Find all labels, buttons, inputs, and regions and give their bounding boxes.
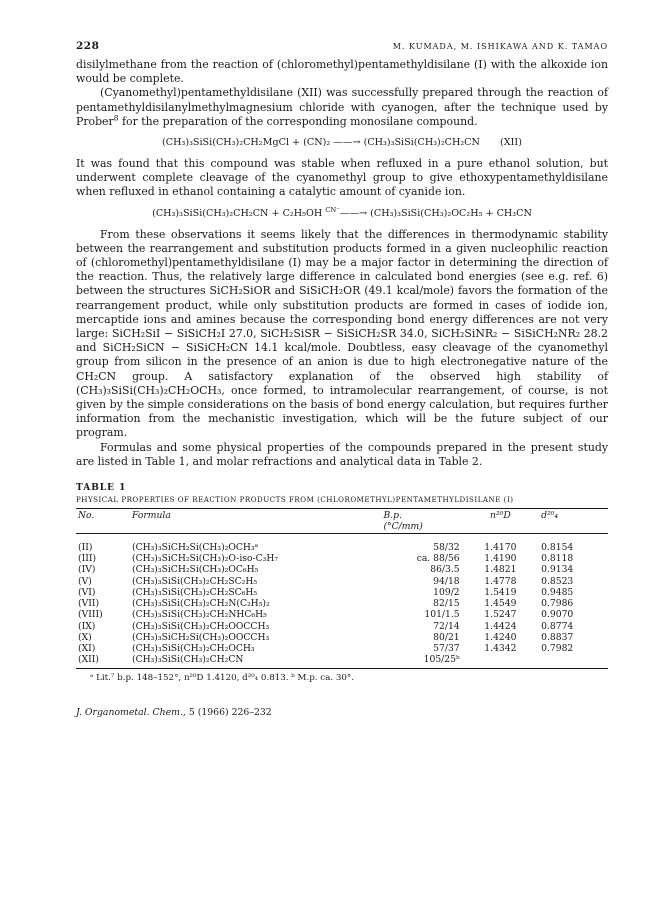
- eq1-label: (XII): [500, 137, 522, 149]
- cell-refractive-index: 1.4170: [484, 542, 517, 554]
- cell-density: 0.8774: [541, 620, 574, 632]
- reference-marker: 8: [113, 113, 119, 123]
- cell-density: 0.8154: [541, 542, 574, 554]
- cell-refractive-index: 1.5419: [484, 586, 517, 598]
- cell-bp: 58/32: [433, 542, 460, 554]
- journal-details: , 5 (1966) 226–232: [182, 707, 272, 719]
- table-row: [76, 587, 608, 598]
- cell-refractive-index: 1.4342: [484, 642, 517, 654]
- table-header-row: [76, 509, 608, 534]
- cell-bp: 72/14: [433, 620, 460, 632]
- cell-no: (V): [78, 575, 92, 587]
- cell-refractive-index: 1.4778: [484, 575, 517, 587]
- cell-no: (II): [78, 542, 93, 554]
- cell-density: 0.8837: [541, 631, 574, 643]
- table-row: [76, 643, 608, 654]
- cell-refractive-index: 1.5247: [484, 609, 517, 621]
- table-row: [76, 534, 608, 554]
- cell-refractive-index: 1.4549: [484, 598, 517, 610]
- cell-bp: 109/2: [433, 586, 460, 598]
- cell-no: (X): [78, 631, 92, 643]
- paragraph-tables-intro: Formulas and some physical properties of the compounds prepared in the present study are listed in Table 1, and molar refractions and analytical data in Table 2.: [76, 440, 608, 468]
- cell-no: (IX): [78, 620, 96, 632]
- eq2-arrow: ——→: [339, 207, 368, 219]
- cell-no: (VI): [78, 586, 96, 598]
- eq1-reactant: (CH₃)₃SiSi(CH₃)₂CH₂MgCl + (CN)₂: [162, 137, 331, 149]
- cell-bp: 105/25ᵇ: [359, 654, 461, 669]
- table-row: [76, 632, 608, 643]
- cell-density: 0.9070: [541, 609, 574, 621]
- table-row: [76, 564, 608, 575]
- cell-refractive-index: 1.4240: [484, 631, 517, 643]
- header-formula: Formula: [130, 509, 359, 534]
- cell-density: 0.8523: [541, 575, 574, 587]
- cell-formula: (CH₃)₃SiSi(CH₃)₂CH₂CN: [130, 654, 359, 669]
- cell-density: 0.8118: [541, 553, 574, 565]
- cell-no: (XII): [76, 654, 130, 669]
- table-label: TABLE 1: [76, 483, 127, 494]
- table-row: [76, 598, 608, 609]
- cell-formula: (CH₃)₃SiSi(CH₃)₂CH₂NHC₆H₅: [132, 609, 267, 621]
- header-density: d²⁰₄: [539, 509, 608, 534]
- paragraph-stability: It was found that this compound was stable when refluxed in a pure ethanol solution, but underwent complete cleavage of the cyanomethyl group to give ethoxypentamethyldisilane when refluxed in ethanol containing a catalytic amount of cyanide ion.: [76, 157, 608, 199]
- table-body: [76, 534, 608, 669]
- cell-bp: 86/3.5: [430, 564, 460, 576]
- equation-1: [76, 137, 608, 148]
- cell-no: (XI): [78, 642, 96, 654]
- cell-refractive-index: [462, 654, 539, 669]
- table-row: [76, 654, 608, 669]
- cell-bp: 94/18: [433, 575, 460, 587]
- eq2-catalyst: CN⁻: [325, 205, 340, 214]
- cell-formula: (CH₃)₃SiCH₂Si(CH₃)₂OCH₃ᵃ: [132, 542, 259, 554]
- cell-bp: ca. 88/56: [416, 553, 460, 565]
- cell-formula: (CH₃)₃SiSi(CH₃)₂CH₂N(C₂H₅)₂: [132, 598, 270, 610]
- cell-no: (IV): [78, 564, 96, 576]
- cell-bp: 57/37: [433, 642, 460, 654]
- cell-refractive-index: 1.4821: [484, 564, 517, 576]
- equation-2: [76, 205, 608, 219]
- cell-bp: 80/21: [433, 631, 460, 643]
- paragraph-continuation: disilylmethane from the reaction of (chloromethyl)pentamethyldisilane (I) with the alkoxide ion would be complete.: [76, 58, 608, 86]
- cell-density: [539, 654, 608, 669]
- cell-density: 0.7986: [541, 598, 574, 610]
- cell-bp: 101/1.5: [424, 609, 460, 621]
- paragraph-discussion: From these observations it seems likely that the differences in thermodynamic stability between the rearrangement and substitution products formed in a given nucleophilic reaction of (chloromethyl)pentamethyldisilane (I) may be a major factor in determining the direction of the reaction. Thus, the relatively large difference in calculated bond energies (see e.g. ref. 6) between the structures SiCH₂SiOR and SiSiCH₂OR (49.1 kcal/mole) favors the formation of the rearrangement product, while only substitution products are formed in cases of iodide ion, mercaptide ions and amines because the corresponding bond energy differences are not very large: SiCH₂SiI − SiSiCH₂I 27.0, SiCH₂SiSR − SiSiCH₂SR 34.0, SiCH₂SiNR₂ − SiSiCH₂NR₂ 28.2 and SiCH₂SiCN − SiSiCH₂CN 14.1 kcal/mole. Doubtless, easy cleavage of the cyanomethyl group from silicon in the presence of an anion is due to high electronegative nature of the CH₂CN group. A satisfactory explanation of the observed high stability of (CH₃)₃SiSi(CH₃)₂CH₂OCH₃, once formed, to intramolecular rearrangement, of course, is not given by the simple considerations on the basis of bond energy calculation, but requires further information from the mechanistic investigation, which will be the future subject of our program.: [76, 227, 608, 440]
- cell-formula: (CH₃)₃SiCH₂Si(CH₃)₂O-iso-C₃H₇: [132, 553, 279, 565]
- cell-density: 0.7982: [541, 642, 574, 654]
- table-row: [76, 553, 608, 564]
- eq2-reactant: (CH₃)₃SiSi(CH₃)₂CH₂CN + C₂H₅OH: [152, 207, 323, 219]
- cell-refractive-index: 1.4424: [484, 620, 517, 632]
- cell-formula: (CH₃)₃SiSi(CH₃)₂CH₂SC₂H₅: [132, 575, 258, 587]
- cell-formula: (CH₃)₃SiSi(CH₃)₂CH₂SC₆H₅: [132, 586, 258, 598]
- eq1-product: (CH₃)₃SiSi(CH₃)₂CH₂CN: [363, 137, 480, 149]
- cell-formula: (CH₃)₃SiCH₂Si(CH₃)₂OOCCH₃: [132, 631, 270, 643]
- eq1-arrow: ——→: [333, 137, 361, 149]
- table-footnote: ᵃ Lit.⁷ b.p. 148–152°, n²⁰D 1.4120, d²⁰₄ 0.813. ᵇ M.p. ca. 30°.: [90, 673, 355, 684]
- paragraph-synthesis: (Cyanomethyl)pentamethyldisilane (XII) was successfully prepared through the reaction of pentamethyldisilanylmethylmagnesium chloride with cyanogen, after the technique used by Prober$^8$ for the preparation of the corresponding monosilane compound.: [76, 86, 608, 128]
- journal-name: J. Organometal. Chem.: [76, 707, 183, 719]
- header-refractive-index: n²⁰D: [462, 509, 539, 534]
- header-no: No.: [76, 509, 130, 534]
- cell-density: 0.9485: [541, 586, 574, 598]
- cell-density: 0.9134: [541, 564, 574, 576]
- running-title: M. KUMADA, M. ISHIKAWA AND K. TAMAO: [392, 42, 608, 51]
- cell-refractive-index: 1.4190: [484, 553, 517, 565]
- cell-no: (III): [78, 553, 97, 565]
- table-caption: PHYSICAL PROPERTIES OF REACTION PRODUCTS FROM (CHLOROMETHYL)PENTAMETHYLDISILANE (I): [76, 495, 514, 505]
- cell-bp: 82/15: [433, 598, 460, 610]
- table-row: [76, 621, 608, 632]
- cell-formula: (CH₃)₃SiSi(CH₃)₂CH₂OCH₃: [132, 642, 255, 654]
- cell-no: (VII): [78, 598, 100, 610]
- table-row: [76, 609, 608, 620]
- cell-no: (VIII): [78, 609, 103, 621]
- journal-citation: [76, 707, 608, 718]
- page-header: [76, 40, 608, 58]
- properties-table: [76, 508, 608, 669]
- table-row: [76, 576, 608, 587]
- cell-formula: (CH₃)₃SiCH₂Si(CH₃)₂OC₆H₅: [132, 564, 259, 576]
- page: [76, 40, 608, 718]
- eq2-product: (CH₃)₃SiSi(CH₃)₂OC₂H₅ + CH₃CN: [370, 207, 532, 219]
- header-bp: B.p. (°C/mm): [359, 509, 461, 534]
- page-number: 228: [76, 40, 100, 52]
- cell-formula: (CH₃)₃SiSi(CH₃)₂CH₂OOCCH₃: [132, 620, 270, 632]
